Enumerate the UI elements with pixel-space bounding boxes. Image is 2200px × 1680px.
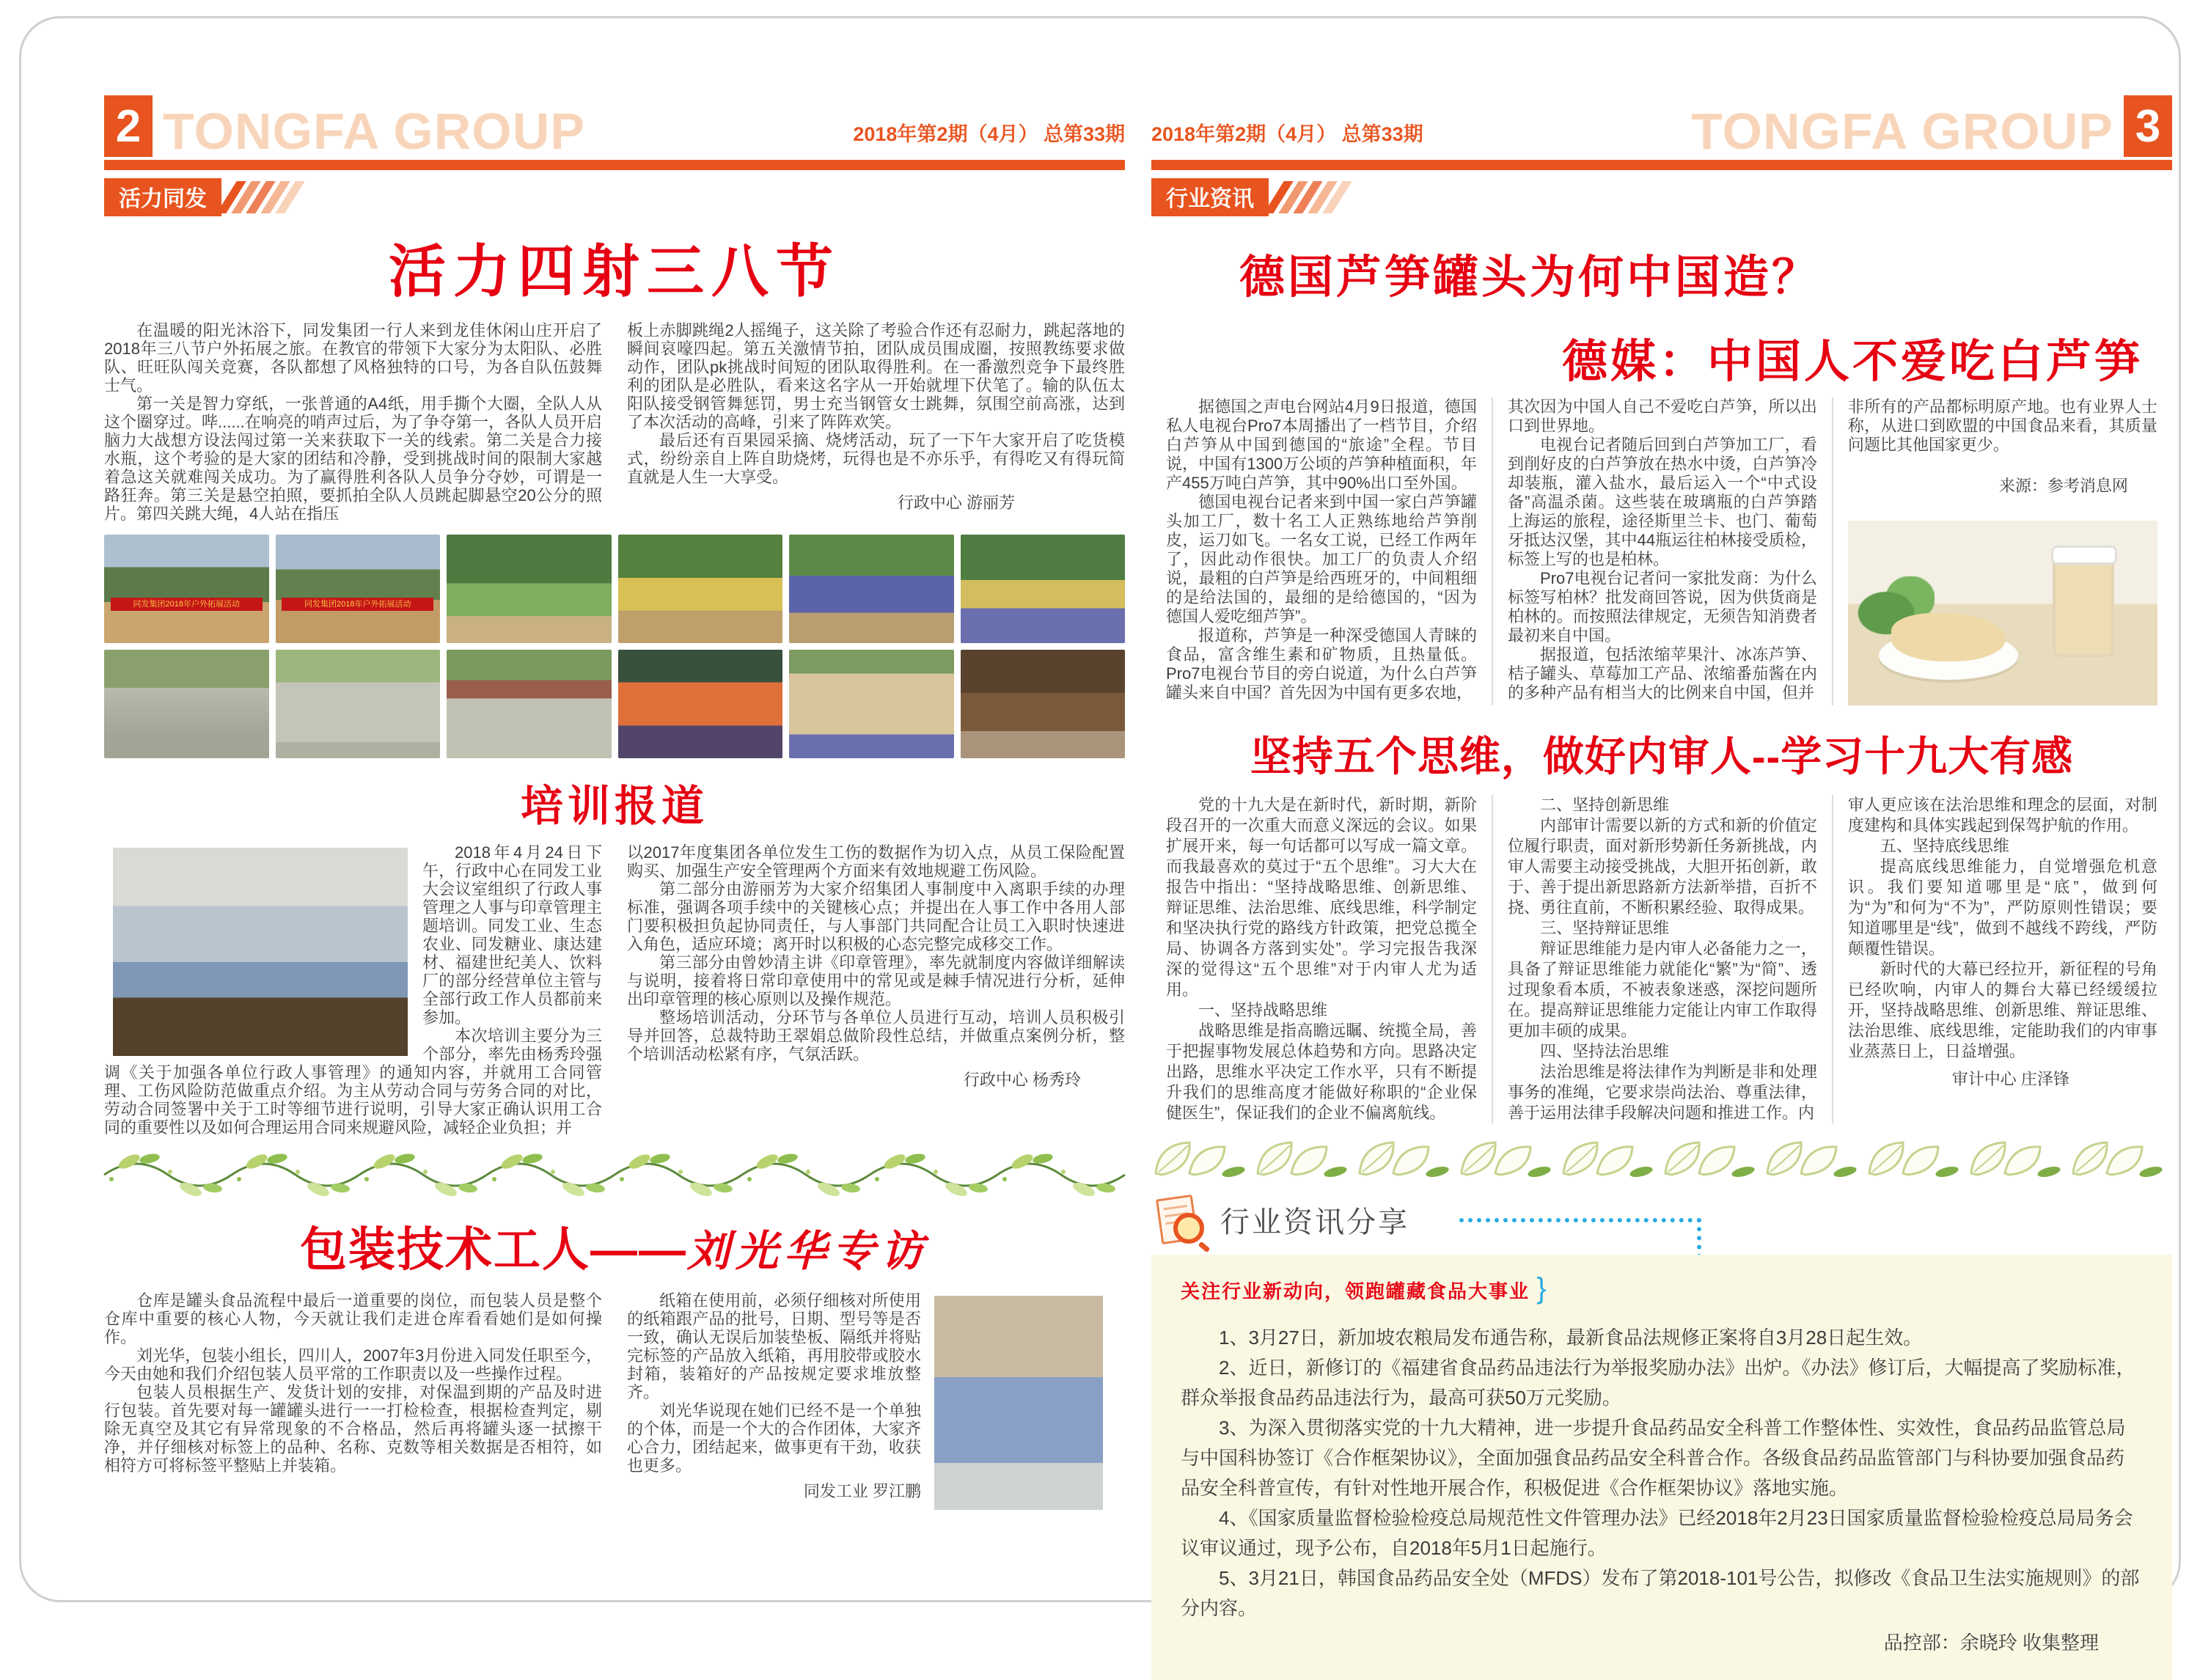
dotted-brace: } (1536, 1272, 1548, 1305)
article1-col1: 在温暖的阳光沐浴下，同发集团一行人来到龙佳休闲山庄开启了2018年三八节户外拓展之旅。在教官的带领下大家分为太阳队、必胜队、旺旺队闯关竞赛，各队都想了风格独特的口号，为各自队伍鼓舞士气。 第一关是智力穿纸，一张普通的A4纸，用手撕个大圈，全队人从这个圈穿过。哔......在响亮的哨声过后，为了争夺第一，各队人员开启脑力大战想方设法闯过第一关来获取下一关的线索。第二关是合力接水瓶，这个考验的是大家的团结和冷静，受到挑战时间的限制大家越着急这关就难闯关成功。为了赢得胜利各队人员争分夺妙，可谓是一路狂奔。第三关是悬空拍照，要抓拍全队人员跳起脚悬空20公分的照片。第四关跳大绳，4人站在指压 (104, 321, 602, 523)
event-photo-grid (104, 535, 1125, 758)
asparagus-body (1151, 397, 2172, 705)
five-col3-text: 审人更应该在法治思维和理念的层面，对制度建构和具体实践起到保驾护航的作用。 五、坚持底线思维 提高底线思维能力，自觉增强危机意识。我们要知道哪里是“底”，做到何为“为”和何为“不为”，严防原则性错误；要知道哪里是“线”，做到不越线不跨线，严防颠覆性错误。 新时代的大幕已经拉开，新征程的号角已经吹响，内审人的舞台大幕已经缓缓拉开，坚持战略思维、创新思维、辩证思维、法治思维、底线思维，定能助我们的内审事业蒸蒸日上，日益增强。 (1847, 796, 2157, 1060)
photo-group-banner-1 (104, 535, 269, 643)
article1-signature: 行政中心 游丽芳 (897, 494, 1015, 512)
page-3-header (1151, 87, 2172, 160)
issue-info: 2018年第2期（4月） 总第33期 (1151, 123, 1423, 145)
dotted-connector-horizontal (1459, 1218, 1701, 1222)
photo-jump-rope (276, 650, 441, 758)
training-title: 培训报道 (520, 782, 708, 830)
interview-title-script: 刘光华专访 (686, 1228, 929, 1275)
news-items: 1、3月27日，新加坡农粮局发布通告称，最新食品法规修正案将自3月28日起生效。 2、近日，新修订的《福建省食品药品违法行为举报奖励办法》出炉。《办法》修订后，大幅提高了奖励标准，群众举报食品药品违法行为，最高可获50万元奖励。 3、为深入贯彻落实党的十九大精神，进一步提升食品药品安全科普工作整体性、实效性，食品药品监管总局与中国科协签订《合作框架协议》，全面加强食品药品安全科普合作。各级食品药品监管部门与科协要加强食品药品安全科普宣传，有针对性地开展合作，积极促进《合作框架协议》落地实施。 4、《国家质量监督检验检疫总局规范性文件管理办法》已经2018年2月23日国家质量监督检验检疫总局局务会议审议通过，现予公布，自2018年5月1日起施行。 5、3月21日，韩国食品药品安全处（MFDS）发布了第2018-101号公告，拟修改《食品卫生法实施规则》的部分内容。 (1181, 1327, 2140, 1619)
magnifier-icon (1173, 1213, 1204, 1244)
photo-team-hug (618, 650, 783, 758)
share-label: 行业资讯分享 (1220, 1206, 1409, 1239)
asparagus-title-line2: 德媒：中国人不爱吃白芦笋 (1562, 337, 2144, 387)
page-number-badge: 2 (104, 95, 153, 157)
leaf-border-divider (1151, 1140, 2172, 1178)
interview-col2-text: 纸箱在使用前，必须仔细核对所使用的纸箱跟产品的批号，日期、型号等是否一致，确认无误后加装垫板、隔纸并将贴完标签的产品放入纸箱，再用胶带或胶水封箱，装箱好的产品按规定要求堆放整齐。 刘光华说现在她们已经不是一个单独的个体，而是一个大的合作团体，大家齐心合力，团结起来，做事更有干劲，收获也更多。 (627, 1291, 921, 1475)
photo-barbecue (961, 650, 1126, 758)
asparagus-source: 来源：参考消息网 (1998, 477, 2128, 495)
five-col2: 二、坚持创新思维 内部审计需要以新的方式和新的价值定位履行职责，面对新形势新任务新挑战，内审人需要主动接受挑战，大胆开拓创新，敢于、善于提出新思路新方法新举措，百折不挠、勇往直前，不断积累经验、取得成果。 三、坚持辩证思维 辩证思维能力是内审人必备能力之一，具备了辩证思维能力就能化“繁”为“简”、透过现象看本质，不被表象迷惑，深挖问题所在。提高辩证思维能力定能让内审工作取得更加丰硕的成果。 四、坚持法治思维 法治思维是将法律作为判断是非和处理事务的准绳，它要求崇尚法治、尊重法律，善于运用法律手段解决问题和推进工作。内 (1492, 795, 1832, 1123)
packing-worker-photo (934, 1296, 1103, 1510)
article1-col2-text: 板上赤脚跳绳2人摇绳子，这关除了考验合作还有忍耐力，跳起落地的瞬间哀嚎四起。第五关激情节拍，团队成员围成圈，按照教练要求做动作，团队pk挑战时间短的团队取得胜利。在一番激烈竞争下最终胜利的团队是必胜队，看来这名字从一开始就埋下伏笔了。输的队伍太阳队接受钢管舞惩罚，男士充当钢管女士跳舞，氛围空前高涨，达到了本次活动的高峰，引来了阵阵欢笑。 最后还有百果园采摘、烧烤活动，玩了一下午大家开启了吃货模式，纷纷亲自上阵自助烧烤，玩得也是不亦乐乎，有得吃又有得玩简直就是人生一大享受。 (627, 321, 1125, 486)
photo-sand-circle (789, 650, 954, 758)
interview-col1: 仓库是罐头食品流程中最后一道重要的岗位，而包装人员是整个仓库中重要的核心人物，今天就让我们走进仓库看看她们是如何操作。 刘光华，包装小组长，四川人，2007年3月份进入同发任职至今，今天由她和我们介绍包装人员平常的工作职责以及一些操作过程。 包装人员根据生产、发货计划的安排，对保温到期的产品及时进行包装。首先要对每一罐罐头进行一一打检检查，根据检查判定，剔除无真空及其它有异常现象的不合格品，然后再将罐头逐一拭擦干净，并仔细核对标签上的品种、名称、克数等相关数据是否相符，如相符方可将标签平整贴上并装箱。 (104, 1291, 602, 1475)
asparagus-col1: 据德国之声电台网站4月9日报道，德国私人电视台Pro7本周播出了一档节目，介绍白芦笋从中国到德国的“旅途”全程。节目说，中国有1300万公顷的芦笋种植面积，年产455万吨白芦笋，其中90%出口至外国。 德国电视台记者来到中国一家白芦笋罐头加工厂，数十名工人正熟练地给芦笋削皮，运刀如飞。一名女工说，已经工作两年了，因此动作很快。加工厂的负责人介绍说，最粗的白芦笋是给西班牙的，中间粗细的是给法国的，最细的是给德国的，“因为德国人爱吃细芦笋”。 报道称，芦笋是一种深受德国人青睐的食品，富含维生素和矿物质，且热量低。Pro7电视台节目的旁白说道，为什么白芦笋罐头来自中国？首先因为中国有更多农地， (1166, 397, 1477, 702)
news-signature: 品控部：余晓玲 收集整理 (1883, 1632, 2099, 1654)
photo-team-cheer (789, 535, 954, 643)
photo-banner-text: 同发集团2018年户外拓展活动 (111, 598, 263, 611)
brand-logotype: TONGFA GROUP (1691, 103, 2113, 160)
page-number-badge: 3 (2124, 95, 2172, 157)
article1-col2 (627, 321, 1125, 523)
five-col3 (1832, 795, 2172, 1123)
leaf-vine-divider (104, 1150, 1125, 1200)
share-header (1151, 1192, 2172, 1247)
magnifier-handle (1198, 1241, 1211, 1253)
training-col1 (104, 843, 602, 1137)
document-magnifier-icon (1159, 1195, 1204, 1244)
article1-body (104, 321, 1125, 523)
training-col2 (627, 843, 1125, 1137)
interview-signature: 同发工业 罗江鹏 (803, 1482, 921, 1500)
section-tag-row (104, 180, 1125, 214)
photo-group-banner-2 (276, 535, 441, 643)
page-2 (104, 87, 1125, 1514)
interview-title (104, 1212, 1125, 1280)
five-thinking-body (1151, 795, 2172, 1123)
issue-info: 2018年第2期（4月） 总第33期 (853, 123, 1125, 145)
asparagus-jar-lid (2051, 546, 2117, 565)
photo-temple-yard (447, 650, 612, 758)
photo-team-lineup (618, 535, 783, 643)
header-rule (1151, 160, 2172, 170)
page-2-header (104, 87, 1125, 160)
photo-plaza-group (104, 650, 269, 758)
photo-outdoor-game-1 (447, 535, 612, 643)
asparagus-jar (2053, 555, 2114, 657)
brand-logotype: TONGFA GROUP (163, 103, 585, 160)
training-body (104, 843, 1125, 1137)
training-col1-text: 2018年4月24日下午，行政中心在同发工业大会议室组织了行政人事管理之人事与印章管理主题培训。同发工业、生态农业、同发糖业、康达建材、福建世纪美人、饮料厂的部分经营单位主管与全部行政工作人员都前来参加。 本次培训主要分为三个部分，率先由杨秀玲强调《关于加强各单位行政人事管理》的通知内容，并就用工合同管理、工伤风险防范做重点介绍。为主从劳动合同与劳务合同的对比，劳动合同签署中关于工时等细节进行说明，引导大家正确认识用工合同的重要性以及如何合理运用合同来规避风险，减轻企业负担；并 (104, 843, 602, 1137)
photo-banner-text: 同发集团2018年户外拓展活动 (282, 598, 433, 611)
interview-col2 (627, 1291, 1125, 1514)
asparagus-col2: 其次因为中国人自己不爱吃白芦笋，所以出口到世界地。 电视台记者随后回到白芦笋加工厂，看到削好皮的白芦笋放在热水中烫，白芦笋冷却装瓶，灌入盐水，最后运入一个“中式设备”高温杀菌。这些装在玻璃瓶的白芦笋踏上海运的旅程，途径斯里兰卡、也门、葡萄牙抵达汉堡，其中44瓶运往柏林接受质检，标签上写的也是柏林。 Pro7电视台记者问一家批发商：为什么标签写柏林？批发商回答说，因为供货商是柏林的。而按照法律规定，无须告知消费者最初来自中国。 据报道，包括浓缩苹果汁、冰冻芦笋、桔子罐头、草莓加工产品、浓缩番茄酱在内的多种产品有相当大的比例来自中国，但并 (1492, 397, 1832, 705)
asparagus-spears (1891, 613, 2006, 661)
asparagus-col3 (1832, 397, 2172, 705)
section-tag: 行业资讯 (1151, 178, 1269, 216)
asparagus-product-photo (1848, 521, 2157, 705)
five-signature: 审计中心 庄泽锋 (1951, 1070, 2069, 1088)
interview-title-main: 包装技术工人—— (299, 1223, 687, 1276)
asparagus-col3-text: 非所有的产品都标明原产地。也有业界人士称，从进口到欧盟的中国食品来看，其质量问题比其他国家更少。 (1847, 397, 2157, 454)
training-col2-text: 以2017年度集团各单位发生工伤的数据作为切入点，从员工保险配置购买、加强生产安全管理两个方面来有效地规避工伤风险。 第二部分由游丽芳为大家介绍集团人事制度中入离职手续的办理标准，强调各项手续中的关键核心点；并提出在人事工作中各用人部门要积极担负起协同责任，与人事部门共同配合让员工入职时快速进入角色，适应环境；离开时以积极的心态完整完成移交工作。 第三部分由曾妙清主讲《印章管理》，率先就制度内容做详细解读与说明，接着将日常印章使用中的常见或是棘手情况进行分析，延伸出印章管理的核心原则以及操作规范。 整场培训活动，分环节与各单位人员进行互动，培训人员积极引导并回答，总裁特助王翠娟总做阶段性总结，并做重点案例分析，整个培训活动松紧有序，气氛活跃。 (627, 843, 1125, 1063)
interview-body (104, 1291, 1125, 1514)
section-tag: 活力同发 (104, 178, 221, 216)
asparagus-title-line1: 德国芦笋罐头为何中国造？ (1239, 253, 1821, 303)
photo-team-circle (961, 535, 1126, 643)
meeting-room-photo (113, 848, 408, 1056)
section-tag-row (1151, 180, 2172, 214)
five-thinking-title: 坚持五个思维，做好内审人--学习十九大有感 (1250, 733, 2074, 780)
industry-news-box (1151, 1255, 2172, 1680)
header-rule (104, 160, 1125, 170)
page-3 (1151, 87, 2172, 1680)
five-col1: 党的十九大是在新时代，新时期，新阶段召开的一次重大而意义深远的会议。如果扩展开来，每一句话都可以写成一篇文章。而我最喜欢的莫过于“五个思维”。习大大在报告中指出：“坚持战略思维、创新思维、辩证思维、法治思维、底线思维，科学制定和坚决执行党的路线方针政策，把党总揽全局、协调各方落到实处”。学习完报告我深深的觉得这“五个思维”对于内审人尤为适用。 一、坚持战略思维 战略思维是指高瞻远瞩、统揽全局，善于把握事物发展总体趋势和方向。思路决定出路，思维水平决定工作水平，只有不断提升我们的思维高度才能做好称职的“企业保健医生”，保证我们的企业不偏离航线。 (1166, 796, 1477, 1122)
training-signature: 行政中心 杨秀玲 (963, 1071, 1081, 1089)
news-box-title: 关注行业新动向，领跑罐藏食品大事业 } (1181, 1272, 1548, 1305)
article1-title: 活力四射三八节 (388, 239, 840, 304)
